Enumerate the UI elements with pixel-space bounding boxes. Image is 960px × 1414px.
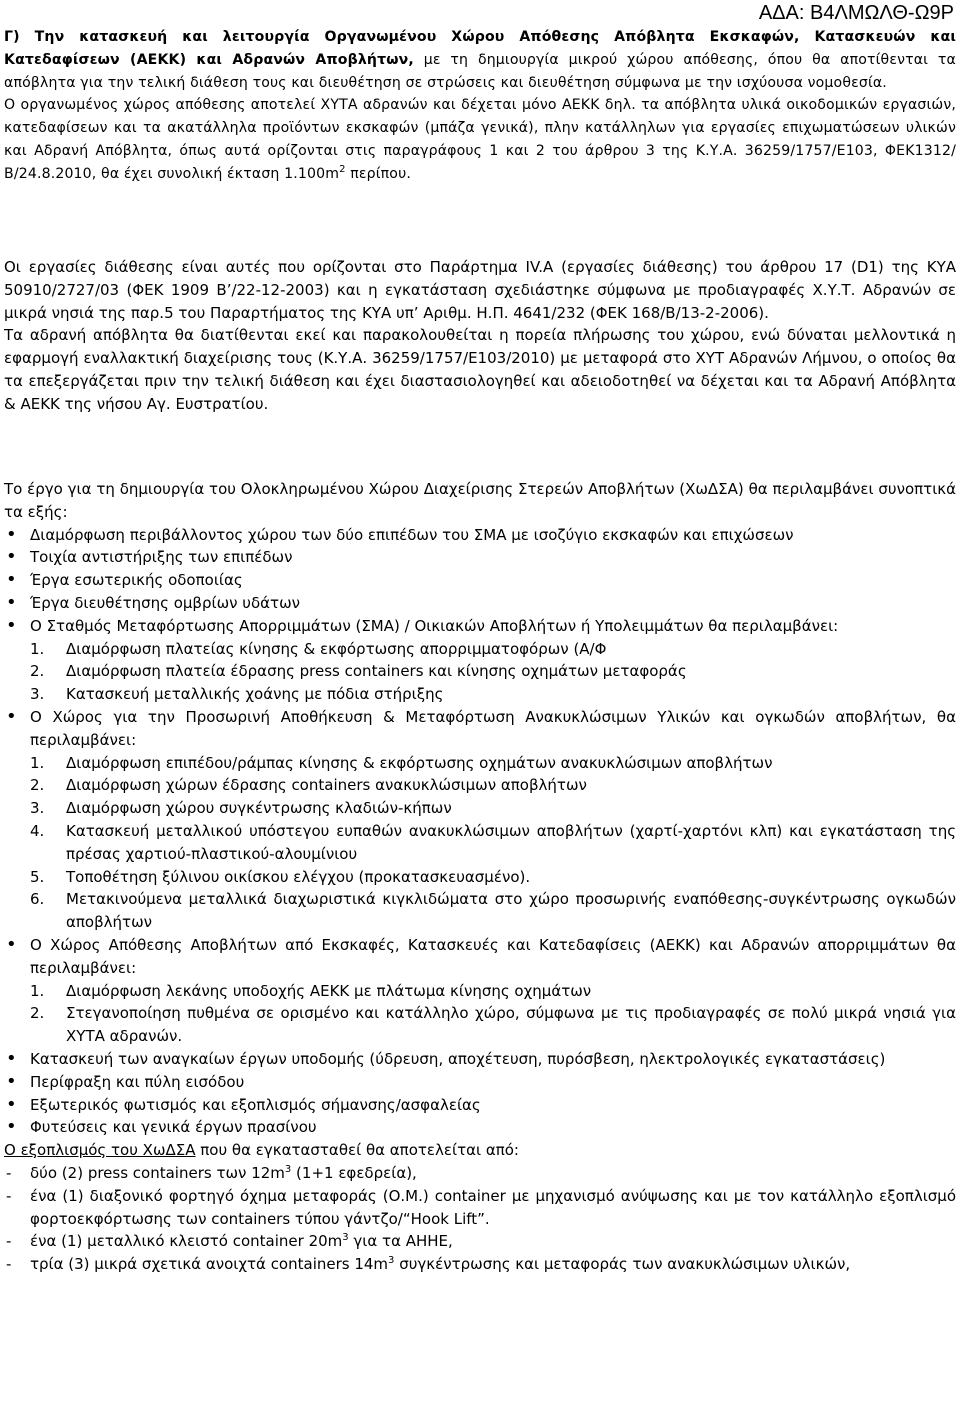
body-section [4,256,956,416]
sub-list-item [4,820,956,866]
paragraph-2-text: Ο οργανωμένος χώρος απόθεσης αποτελεί ΧΥΤΑ αδρανών και δέχεται μόνο ΑΕΚΚ δηλ. τα απόβλητα υλικά οικοδομικών εργασιών, κατεδαφίσεων και τα ακατάλληλα προϊόντων εκσκαφών (μπάζα γενικά), πλην κατάλληλων για εργασίες επιχωματώσεων υλικών και Αδρανή Απόβλητα, όπως αυτά ορίζονται στις παραγράφους 1 και 2 του άρθρου 3 της Κ.Υ.Α. 36259/1757/Ε103, ΦΕΚ1312/Β/24.8.2010, θα έχει συνολική έκταση 1.100m [4,97,956,182]
sub-list-item [4,752,956,775]
equipment-heading [4,1139,956,1162]
item-text: Διαμόρφωση πλατεία έδρασης press containers και κίνησης οχημάτων μεταφοράς [66,662,687,681]
item-text: (1+1 εφεδρεία), [291,1163,417,1182]
item-number: 2. [30,662,45,681]
sub-list-item [4,638,956,661]
item-text: Διαμόρφωση επιπέδου/ράμπας κίνησης & εκφόρτωσης οχημάτων ανακυκλώσιμων αποβλήτων [66,753,773,772]
equipment-item [4,1185,956,1231]
list-item [4,706,956,934]
dash-marker: - [6,1255,12,1274]
item-number: 1. [30,981,45,1000]
item-number: 3. [30,685,45,704]
item-number: 1. [30,639,45,658]
superscript: 3 [284,1163,292,1175]
superscript: 2 [339,163,346,175]
equipment-label: Ο εξοπλισμός του ΧωΔΣΑ [4,1141,196,1160]
item-number: 1. [30,753,45,772]
sub-list-item [4,774,956,797]
intro-paragraph [4,26,956,94]
item-text: δύο (2) press containers των 12m [30,1163,285,1182]
item-text: συγκέντρωσης και μεταφοράς των ανακυκλώσιμων υλικών, [394,1255,851,1274]
list-item: • Περίφραξη και πύλη εισόδου [4,1071,956,1094]
paragraph-4: Τα αδρανή απόβλητα θα διατίθενται εκεί και παρακολουθείται η πορεία πλήρωσης του χώρου, ενώ δύναται μελλοντικά η εφαρμογή εναλλακτική διαχείρισης τους (Κ.Υ.Α. 36259/1757/Ε103/2010) με μεταφορά στο ΧΥΤ Αδρανών Λήμνου, ο οποίος θα τα επεξεργάζεται πριν την τελική διάθεση και έχει διαστασιολογηθεί και αδειοδοτηθεί να δέχεται και τα Αδρανή Απόβλητα & ΑΕΚΚ της νήσου Αγ. Ευστρατίου. [4,326,956,413]
list-item-text: Ο Χώρος για την Προσωρινή Αποθήκευση & Μεταφόρτωση Ανακυκλώσιμων Υλικών και ογκωδών αποβλήτων, θα περιλαμβάνει: [30,707,956,749]
list-item: • Έργα διευθέτησης ομβρίων υδάτων [4,592,956,615]
item-number: 3. [30,799,45,818]
ada-code: ΑΔΑ: Β4ΛΜΩΛΘ-Ω9Ρ [758,2,954,24]
sub-list-item [4,980,956,1003]
list-item: • Φυτεύσεις και γενικά έργων πρασίνου [4,1116,956,1139]
equipment-item [4,1162,956,1185]
sub-list [4,638,956,706]
list-item [4,934,956,1048]
sub-list-item [4,866,956,889]
item-text: ένα (1) μεταλλικό κλειστό container 20m [30,1232,343,1251]
equipment-item [4,1230,956,1253]
equipment-list [4,1162,956,1276]
sub-list-item [4,888,956,934]
paragraph-5: Το έργο για τη δημιουργία του Ολοκληρωμένου Χώρου Διαχείρισης Στερεών Αποβλήτων (ΧωΔΣΑ) θα περιλαμβάνει συνοπτικά τα εξής: [4,480,956,521]
item-number: 6. [30,890,45,909]
sub-list [4,752,956,934]
list-item: • Διαμόρφωση περιβάλλοντος χώρου των δύο επιπέδων του ΣΜΑ με ισοζύγιο εκσκαφών και επιχώσεων [4,524,956,547]
item-number: 2. [30,1004,45,1023]
project-list [4,524,956,1140]
list-item-text: Ο Σταθμός Μεταφόρτωσης Απορριμμάτων (ΣΜΑ) / Οικιακών Αποβλήτων ή Υπολειμμάτων θα περιλαμβάνει: [30,616,839,635]
paragraph-2-end: περίπου. [345,165,412,182]
item-text: Κατασκευή μεταλλικού υπόστεγου ευπαθών ανακυκλώσιμων αποβλήτων (χαρτί-χαρτόνι κλπ) και εγκατάσταση της πρέσας χαρτιού-πλαστικού-αλουμίνιου [66,821,956,863]
item-text: Διαμόρφωση χώρων έδρασης containers ανακυκλώσιμων αποβλήτων [66,776,587,795]
item-text: τρία (3) μικρά σχετικά ανοιχτά containers 14m [30,1255,389,1274]
equipment-item [4,1253,956,1276]
dash-marker: - [6,1186,12,1205]
sub-list-item [4,1002,956,1048]
project-intro [4,478,956,1276]
list-item: • Κατασκευή των αναγκαίων έργων υποδομής (ύδρευση, αποχέτευση, πυρόσβεση, ηλεκτρολογικές εγκαταστάσεις) [4,1048,956,1071]
sub-list-item [4,797,956,820]
superscript: 3 [342,1232,349,1244]
sub-list-item [4,660,956,683]
section-heading: Γ) Την κατασκευή και λειτουργία Οργανωμένου Χώρου Απόθεσης Απόβλητα Εκσκαφών, Κατασκευών και Κατεδαφίσεων (ΑΕΚΚ) και Αδρανών Αποβλήτων, [4,29,956,68]
dash-marker: - [6,1232,12,1251]
item-text: Μετακινούμενα μεταλλικά διαχωριστικά κιγκλιδώματα στο χώρο προσωρινής εναπόθεσης-συγκέντρωσης ογκωδών αποβλήτων [66,890,956,932]
intro-section [4,26,956,186]
item-text: Τοποθέτηση ξύλινου οικίσκου ελέγχου (προκατασκευασμένο). [66,867,531,886]
item-text: Διαμόρφωση πλατείας κίνησης & εκφόρτωσης απορριμματοφόρων (Α/Φ [66,639,607,658]
intro-text: με τη δημιουργία μικρού χώρου απόθεσης, όπου θα αποτίθενται τα απόβλητα για την τελική διάθεση τους και διευθέτηση σε στρώσεις και διευθέτηση σύμφωνα με την ισχύουσα νομοθεσία. [4,51,956,91]
sub-list-item [4,683,956,706]
sub-list [4,980,956,1048]
item-text: Κατασκευή μεταλλικής χοάνης με πόδια στήριξης [66,685,444,704]
list-item [4,615,956,706]
paragraph-3: Οι εργασίες διάθεσης είναι αυτές που ορίζονται στο Παράρτημα IV.A (εργασίες διάθεσης) του άρθρου 17 (D1) της ΚΥΑ 50910/2727/03 (ΦΕΚ 1909 Β’/22-12-2003) και η εγκατάσταση σχεδιάστηκε σύμφωνα με προδιαγραφές Χ.Υ.Τ. Αδρανών σε μικρά νησιά της παρ.5 του Παραρτήματος της ΚΥΑ υπ’ Αριθμ. Η.Π. 4641/232 (ΦΕΚ 168/Β/13-2-2006). [4,258,956,322]
item-number: 4. [30,821,45,840]
list-item: • Έργα εσωτερικής οδοποιίας [4,569,956,592]
dash-marker: - [6,1163,12,1182]
paragraph-2 [4,94,956,185]
superscript: 3 [388,1255,395,1267]
item-text: ένα (1) διαξονικό φορτηγό όχημα μεταφοράς (Ο.Μ.) container με μηχανισμό ανύψωσης και με τον κατάλληλο εξοπλισμό φορτοεκφόρτωσης των containers τύπου γάντζο/“Hook Lift”. [30,1186,956,1228]
equipment-label-rest: που θα εγκατασταθεί θα αποτελείται από: [195,1141,519,1160]
item-text: Διαμόρφωση λεκάνης υποδοχής ΑΕΚΚ με πλάτωμα κίνησης οχημάτων [66,981,592,1000]
item-text: Διαμόρφωση χώρου συγκέντρωσης κλαδιών-κήπων [66,799,452,818]
list-item: • Εξωτερικός φωτισμός και εξοπλισμός σήμανσης/ασφαλείας [4,1094,956,1117]
list-item: • Τοιχία αντιστήριξης των επιπέδων [4,546,956,569]
list-item-text: Ο Χώρος Απόθεσης Αποβλήτων από Εκσκαφές, Κατασκευές και Κατεδαφίσεις (ΑΕΚΚ) και Αδρανών απορριμμάτων θα περιλαμβάνει: [30,935,956,977]
item-text: για τα ΑΗΗΕ, [348,1232,453,1251]
item-text: Στεγανοποίηση πυθμένα σε ορισμένο και κατάλληλο χώρο, σύμφωνα με τις προδιαγραφές σε πολύ μικρά νησιά για ΧΥΤΑ αδρανών. [66,1004,956,1046]
item-number: 2. [30,776,45,795]
item-number: 5. [30,867,45,886]
